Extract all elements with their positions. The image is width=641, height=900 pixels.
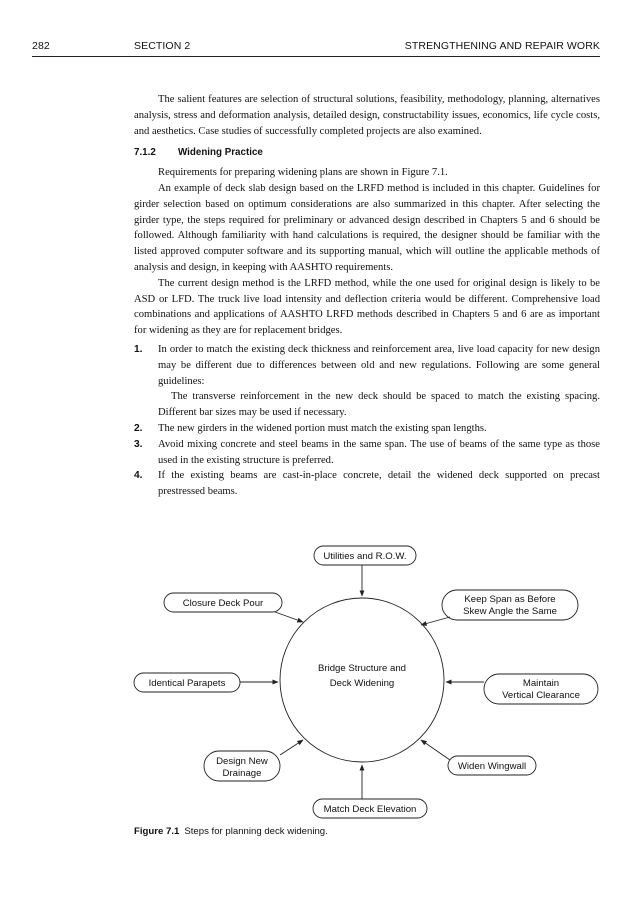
keep-span-arrow <box>421 617 450 625</box>
list-number: 3. <box>134 438 143 450</box>
elevation-label: Match Deck Elevation <box>323 804 417 815</box>
keep-span-line1: Keep Span as Before <box>464 594 556 605</box>
figure-caption-text: Steps for planning deck widening. <box>184 826 328 837</box>
list-text: In order to match the existing deck thickness and reinforcement area, live load capacity for new design may be different due to differences between old and new regulations. Following are some general guidelines: <box>158 343 600 387</box>
list-text: If the existing beams are cast-in-place concrete, detail the widened deck supported on precast prestressed beams. <box>158 470 600 498</box>
list-text: Avoid mixing concrete and steel beams in the same span. The use of beams of the same type as those used in the existing structure is preferred. <box>158 438 600 466</box>
list-text: The new girders in the widened portion must match the existing span lengths. <box>158 422 487 434</box>
list-number: 1. <box>134 343 143 355</box>
paragraph: The current design method is the LRFD method, while the one used for original design is likely to be ASD or LFD. The truck live load intensity and deflection criteria would be different. Comprehensive load combinations and applications of AASHTO LRFD methods described in Chapters 5 and 6 are as important for widening as they are for replacement bridges. <box>134 277 600 337</box>
list-subtext: The transverse reinforcement in the new deck should be spaced to match the existing spacing. Different bar sizes may be used if necessary. <box>158 391 600 419</box>
wingwall-arrow <box>421 740 450 760</box>
intro-paragraph: The salient features are selection of structural solutions, feasibility, methodology, planning, alternatives analysis, stress and deformation analysis, detailed design, constructability issues, economics, life cycle costs, and aesthetics. Case studies of successfully completed projects are also examined. <box>134 94 600 137</box>
figure-label: Figure 7.1 <box>134 826 180 837</box>
parapets-label: Identical Parapets <box>148 678 226 689</box>
drainage-arrow <box>280 740 303 755</box>
running-title: STRENGTHENING AND REPAIR WORK <box>404 40 600 52</box>
closure-label: Closure Deck Pour <box>182 598 264 609</box>
clearance-line2: Vertical Clearance <box>502 690 580 701</box>
list-number: 2. <box>134 422 143 434</box>
center-label-line2: Deck Widening <box>329 678 395 689</box>
running-section: SECTION 2 <box>134 40 191 52</box>
wingwall-label: Widen Wingwall <box>457 761 527 772</box>
utilities-label: Utilities and R.O.W. <box>323 551 407 562</box>
clearance-line1: Maintain <box>522 678 560 689</box>
center-label-line1: Bridge Structure and <box>318 663 406 674</box>
figure-caption <box>134 826 328 837</box>
paragraph: An example of deck slab design based on the LRFD method is included in this chapter. Guidelines for girder selection based on optimum considerations are also summarized in this chapter. After selecting the girder type, the steps required for preliminary or advanced design described in Chapters 5 and 6 should be followed. Although familiarity with hand calculations is required, the designer should be familiar with the listed approved computer software and its supporting manual, which will outline the applicable methods of analysis and design, in keeping with AASHTO requirements. <box>134 182 600 273</box>
drainage-line1: Design New <box>216 756 268 767</box>
section-title: Widening Practice <box>178 147 263 159</box>
keep-span-line2: Skew Angle the Same <box>463 606 557 617</box>
section-number: 7.1.2 <box>134 147 156 159</box>
paragraph: Requirements for preparing widening plans are shown in Figure 7.1. <box>158 167 448 179</box>
drainage-line2: Drainage <box>222 768 262 779</box>
list-number: 4. <box>134 470 143 482</box>
closure-arrow <box>275 612 303 622</box>
page-number: 282 <box>32 40 50 52</box>
